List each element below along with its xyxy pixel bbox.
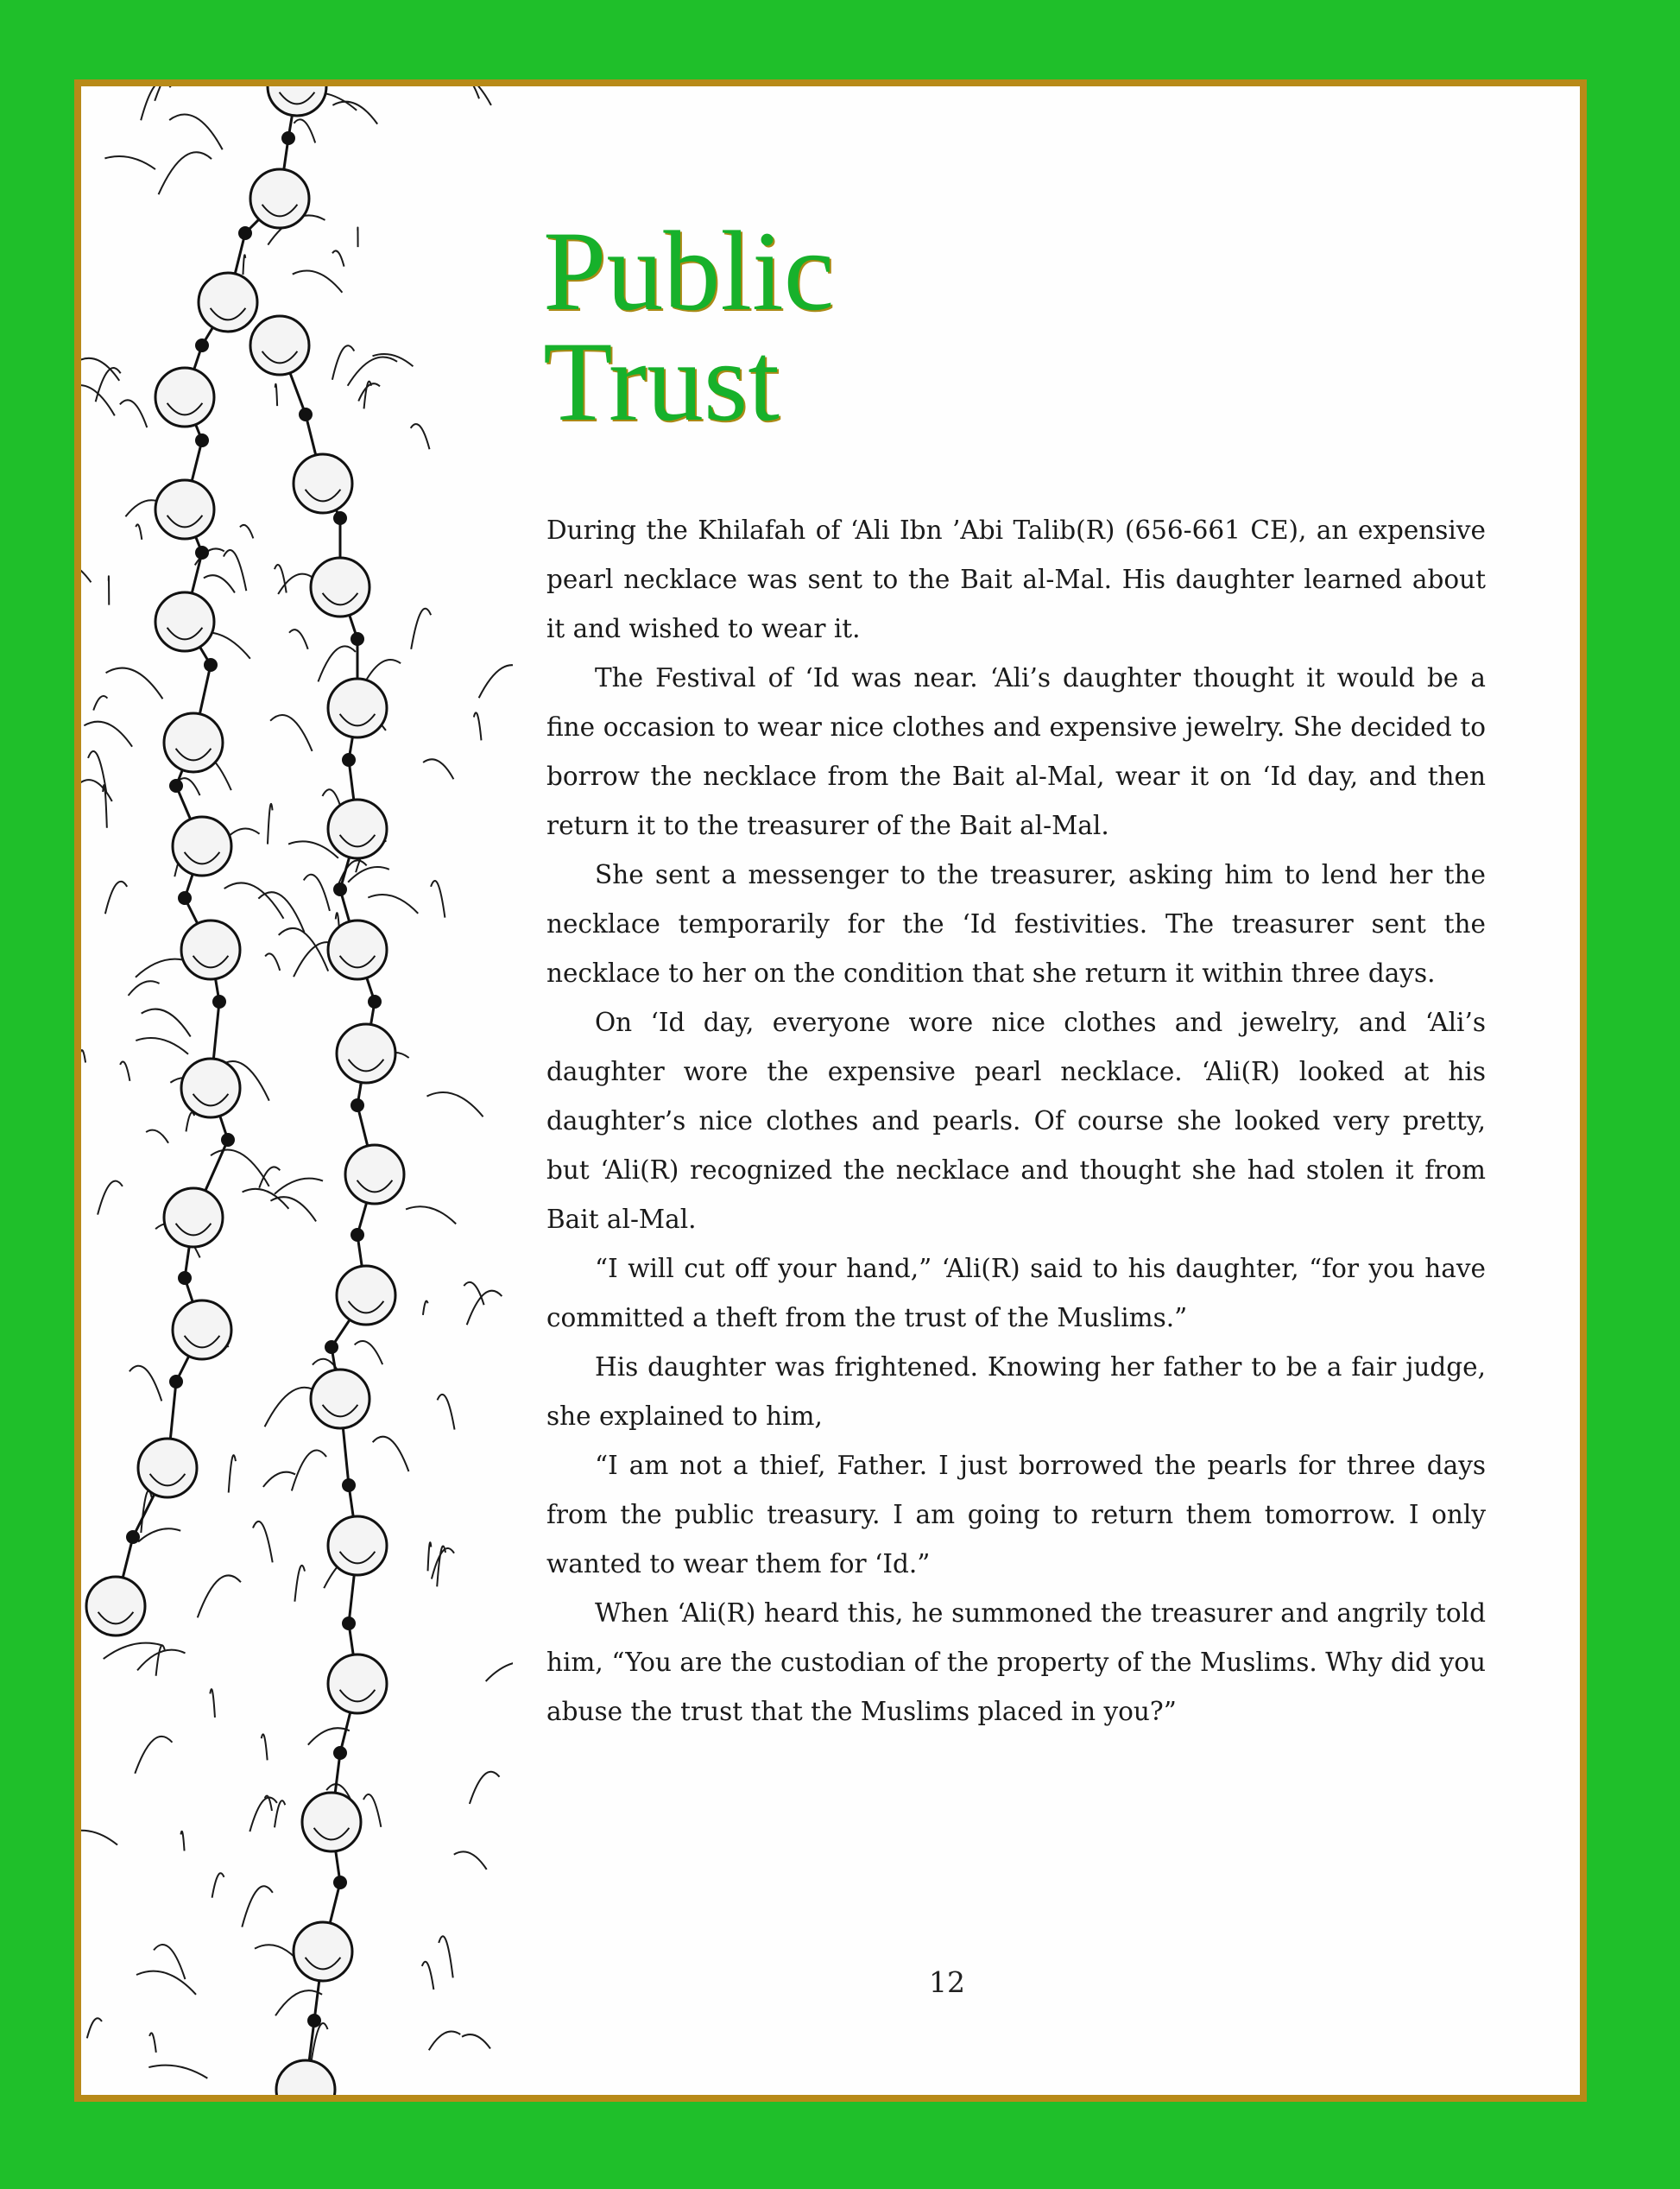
grass-stroke [479, 665, 513, 698]
grass-stroke [243, 255, 245, 275]
grass-stroke [104, 1643, 163, 1659]
grass-stroke [268, 804, 273, 845]
grass-stroke [138, 1528, 180, 1541]
grass-stroke [363, 1794, 381, 1827]
grass-stroke [180, 1832, 184, 1851]
bead [351, 1228, 364, 1242]
grass-stroke [294, 119, 315, 142]
bead [212, 995, 226, 1009]
bead [195, 546, 209, 560]
pearl [328, 1654, 387, 1713]
grass-stroke [262, 1734, 268, 1760]
grass-stroke [105, 882, 127, 914]
pearl [328, 921, 387, 979]
grass-stroke [87, 2018, 102, 2038]
paragraph: “I am not a thief, Father. I just borrowed the pearls for three days from the public treasury. I am going to return them tomorrow. I only wanted to wear them for ‘Id.” [546, 1451, 1486, 1578]
grass-stroke [198, 1575, 241, 1617]
grass-stroke [332, 102, 377, 124]
bead [299, 408, 313, 421]
page [81, 86, 1580, 2095]
bead [368, 995, 382, 1009]
grass-stroke [120, 1061, 129, 1080]
page-title [543, 207, 1147, 445]
bead [333, 883, 347, 896]
grass-stroke [211, 1149, 269, 1186]
grass-stroke [318, 646, 355, 681]
grass-stroke [137, 1650, 185, 1671]
grass-stroke [186, 1112, 194, 1131]
grass-stroke [426, 1092, 483, 1117]
grass-stroke [464, 1282, 483, 1305]
grass-stroke [81, 1050, 85, 1062]
pearl [164, 713, 223, 772]
grass-stroke [258, 892, 304, 932]
grass-stroke [332, 345, 354, 380]
pearl [345, 1145, 404, 1204]
grass-stroke [263, 1472, 295, 1487]
grass-stroke [243, 1189, 289, 1209]
bead [333, 511, 347, 525]
bead [333, 1876, 347, 1889]
paragraph: When ‘Ali(R) heard this, he summoned the treasurer and angrily told him, “You are the custodian of the property of the Muslims. Why did you abuse the trust that the Muslims placed in you?” [546, 1598, 1486, 1726]
grass-stroke [210, 1689, 215, 1718]
grass-stroke [423, 1301, 428, 1315]
grass-stroke [348, 357, 397, 385]
pearl [173, 1300, 231, 1359]
grass-stroke [224, 550, 246, 591]
grass-stroke [289, 629, 308, 649]
grass-stroke [270, 1197, 316, 1221]
grass-stroke [155, 86, 196, 101]
grass-stroke [93, 696, 107, 711]
grass-stroke [467, 1291, 502, 1325]
pearl [155, 592, 214, 651]
bead [169, 1375, 183, 1389]
grass-stroke [156, 1645, 165, 1675]
paragraph: On ‘Id day, everyone wore nice clothes and jewelry, and ‘Ali’s daughter wore the expensive pearl necklace. ‘Ali(R) looked at his daughter’s nice clothes and pearls. Of course she looked very pretty, but ‘Ali(R) recognized the necklace and thought she had stolen it from Bait al-Mal. [546, 1008, 1486, 1234]
grass-stroke [81, 1831, 117, 1845]
grass-stroke [457, 86, 479, 98]
grass-stroke [275, 565, 287, 592]
grass-stroke [275, 384, 277, 406]
title-line-1: Public [543, 207, 835, 334]
bead [238, 226, 252, 240]
pearl [337, 1266, 395, 1325]
grass-stroke [135, 1737, 172, 1774]
grass-stroke [265, 953, 280, 971]
grass-stroke [149, 2033, 156, 2053]
pearl [164, 1188, 223, 1247]
grass-stroke [259, 1167, 280, 1187]
pearl [155, 480, 214, 539]
grass-stroke [120, 400, 147, 427]
grass-stroke [431, 881, 445, 918]
grass-stroke [242, 1886, 273, 1926]
grass-stroke [293, 271, 343, 293]
grass-stroke [438, 1395, 455, 1430]
pearl [199, 273, 257, 332]
pearl [250, 169, 309, 228]
grass-stroke [428, 1542, 432, 1571]
pearl [276, 2060, 335, 2095]
grass-stroke [275, 1179, 323, 1194]
pearl [337, 1024, 395, 1083]
pearl [138, 1439, 197, 1497]
pearl [181, 921, 240, 979]
grass-stroke [462, 2034, 490, 2048]
bead [169, 779, 183, 793]
pearl [328, 679, 387, 737]
title-line-2: Trust [543, 318, 780, 445]
story-text [546, 506, 1486, 1737]
bead [178, 1271, 192, 1285]
pearl [294, 454, 352, 513]
grass-stroke [470, 1772, 500, 1804]
bead [351, 632, 364, 646]
grass-stroke [368, 895, 418, 914]
paragraph: “I will cut off your hand,” ‘Ali(R) said to his daughter, “for you have committed a theft from the trust of the Muslims.” [546, 1254, 1486, 1332]
pearl [311, 1370, 369, 1428]
pearl [181, 1059, 240, 1117]
grass-stroke [169, 114, 223, 149]
grass-stroke [204, 575, 235, 592]
grass-stroke [365, 660, 401, 682]
pearl [155, 368, 214, 427]
grass-stroke [294, 1566, 305, 1602]
grass-stroke [106, 668, 163, 699]
grass-stroke [332, 250, 344, 266]
paragraph: She sent a messenger to the treasurer, asking him to lend her the necklace temporarily for the ‘Id festivities. The treasurer sent the necklace to her on the condition that she return it within three days. [546, 860, 1486, 988]
grass-stroke [104, 156, 155, 169]
grass-stroke [432, 1548, 454, 1579]
grass-stroke [229, 1455, 236, 1492]
grass-stroke [411, 609, 431, 649]
bead [351, 1098, 364, 1112]
grass-stroke [304, 875, 330, 911]
grass-stroke [474, 712, 482, 740]
grass-stroke [81, 560, 91, 582]
grass-stroke [411, 424, 430, 449]
grass-stroke [442, 86, 491, 105]
page-border [74, 79, 1587, 2102]
paragraph: The Festival of ‘Id was near. ‘Ali’s daughter thought it would be a fine occasion to wear nice clothes and expensive jewelry. She decided to borrow the necklace from the Bait al-Mal, wear it on ‘Id day, and then return it to the treasurer of the Bait al-Mal. [546, 663, 1486, 840]
grass-stroke [142, 1009, 191, 1037]
grass-stroke [240, 525, 253, 538]
grass-stroke [358, 383, 380, 401]
grass-stroke [81, 780, 112, 801]
grass-stroke [84, 722, 132, 747]
grass-stroke [129, 1366, 161, 1401]
grass-stroke [98, 1181, 123, 1215]
paragraph: During the Khilafah of ‘Ali Ibn ’Abi Talib(R) (656-661 CE), an expensive pearl necklace was sent to the Bait al-Mal. His daughter learned about it and wished to wear it. [546, 516, 1486, 643]
paragraph: His daughter was frightened. Knowing her father to be a fair judge, she explained to him, [546, 1352, 1486, 1431]
pearl [302, 1793, 361, 1851]
bead [342, 753, 356, 767]
grass-stroke [81, 358, 119, 381]
grass-stroke [129, 981, 160, 996]
grass-stroke [292, 1450, 326, 1490]
grass-stroke [148, 2066, 207, 2078]
bead [178, 891, 192, 905]
grass-stroke [270, 715, 312, 751]
grass-stroke [373, 354, 414, 366]
pearl [311, 558, 369, 617]
grass-stroke [136, 524, 142, 540]
bead [281, 131, 295, 145]
bead [195, 433, 209, 447]
grass-stroke [249, 1798, 277, 1832]
grass-stroke [136, 959, 191, 977]
grass-stroke [348, 867, 389, 883]
bead [342, 1616, 356, 1630]
grass-stroke [429, 2032, 460, 2051]
pearl [86, 1577, 145, 1635]
pearl [328, 800, 387, 858]
pearl-necklace-illustration [81, 86, 513, 2095]
bead [126, 1530, 140, 1544]
pearl [250, 316, 309, 375]
pearl [173, 817, 231, 876]
grass-stroke [141, 86, 171, 120]
bead [204, 658, 218, 672]
bead [342, 1478, 356, 1492]
grass-stroke [406, 1206, 456, 1224]
grass-stroke [279, 928, 328, 971]
grass-stroke [224, 883, 284, 918]
grass-stroke [275, 1800, 285, 1827]
grass-stroke [146, 1130, 168, 1143]
grass-stroke [486, 1662, 513, 1681]
page-number: 12 [929, 1965, 965, 1999]
bead [333, 1746, 347, 1760]
grass-stroke [355, 1341, 382, 1364]
grass-stroke [423, 759, 453, 779]
pearl [268, 86, 326, 116]
grass-stroke [81, 385, 115, 415]
bead [195, 338, 209, 352]
grass-stroke [136, 1038, 188, 1054]
bead [307, 2014, 321, 2028]
grass-stroke [159, 152, 212, 194]
grass-stroke [212, 1873, 224, 1897]
grass-stroke [96, 368, 121, 402]
grass-stroke [373, 1437, 409, 1471]
grass-stroke [454, 1851, 487, 1870]
bead [221, 1133, 235, 1147]
pearl [328, 1516, 387, 1575]
grass-stroke [253, 1522, 273, 1563]
bead [325, 1340, 338, 1354]
